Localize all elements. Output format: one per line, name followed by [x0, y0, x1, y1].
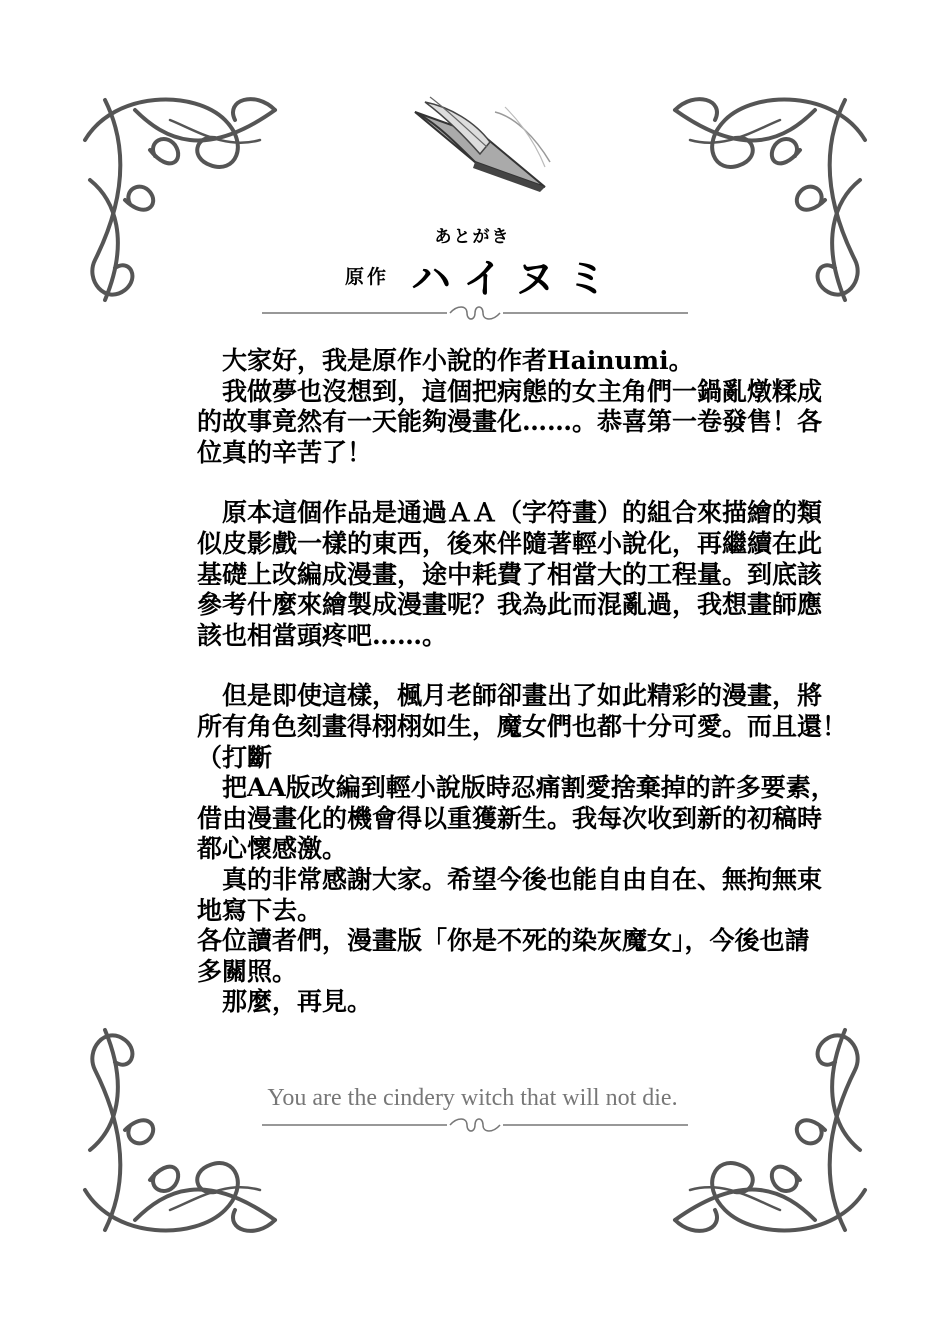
body-line: 位真的辛苦了！ [197, 437, 373, 467]
bottom-divider-ornament [262, 1115, 688, 1135]
corner-ornament-bottom-right [665, 1020, 875, 1250]
author-role-label: 原作 [345, 265, 390, 288]
body-line: 各位讀者們，漫畫版「你是不死的染灰魔女」，今後也請 [197, 926, 810, 956]
body-line: 似皮影戲一樣的東西，後來伴隨著輕小說化，再繼續在此 [197, 528, 823, 558]
author-name: ハイヌミ [411, 255, 620, 302]
body-line: 原本這個作品是通過ＡＡ（字符畫）的組合來描繪的類 [197, 498, 823, 528]
body-line: 多關照。 [197, 956, 298, 986]
corner-ornament-top-right [665, 80, 875, 310]
body-line: 大家好，我是原作小說的作者Hainumi。 [197, 346, 694, 375]
body-line: （打斷 [197, 742, 273, 772]
english-title: You are the cindery witch that will not die. [267, 1085, 678, 1111]
body-line: 但是即使這樣，楓月老師卻畫出了如此精彩的漫畫，將 [197, 681, 823, 711]
body-line: 真的非常感謝大家。希望今後也能自由自在、無拘無束 [197, 864, 823, 894]
body-line: 我做夢也沒想到，這個把病態的女主角們一鍋亂燉糅成 [197, 376, 823, 406]
corner-ornament-bottom-left [75, 1020, 285, 1250]
body-line: 那麼，再見。 [197, 987, 373, 1017]
afterword-body [197, 346, 848, 1018]
body-line: 地寫下去。 [197, 895, 323, 925]
body-line: 借由漫畫化的機會得以重獲新生。我每次收到新的初稿時 [197, 803, 823, 833]
body-line: 把AA版改編到輕小說版時忍痛割愛捨棄掉的許多要素， [197, 773, 836, 803]
book-quill-icon [405, 92, 555, 202]
body-line: 基礎上改編成漫畫，途中耗費了相當大的工程量。到底該 [197, 559, 823, 589]
afterword-subtitle: あとがき [434, 227, 511, 247]
paragraph-gap [197, 468, 787, 498]
body-line: 參考什麼來繪製成漫畫呢？我為此而混亂過，我想畫師應 [197, 590, 823, 620]
body-line: 都心懷感激。 [197, 834, 348, 864]
corner-ornament-top-left [75, 80, 285, 310]
top-divider-ornament [262, 303, 688, 323]
author-byline [345, 250, 619, 300]
body-line: 所有角色刻畫得栩栩如生，魔女們也都十分可愛。而且還！ [197, 711, 848, 741]
body-line: 的故事竟然有一天能夠漫畫化……。恭喜第一卷發售！各 [197, 407, 823, 437]
body-line: 該也相當頭疼吧……。 [197, 620, 448, 650]
paragraph-gap [197, 651, 787, 681]
